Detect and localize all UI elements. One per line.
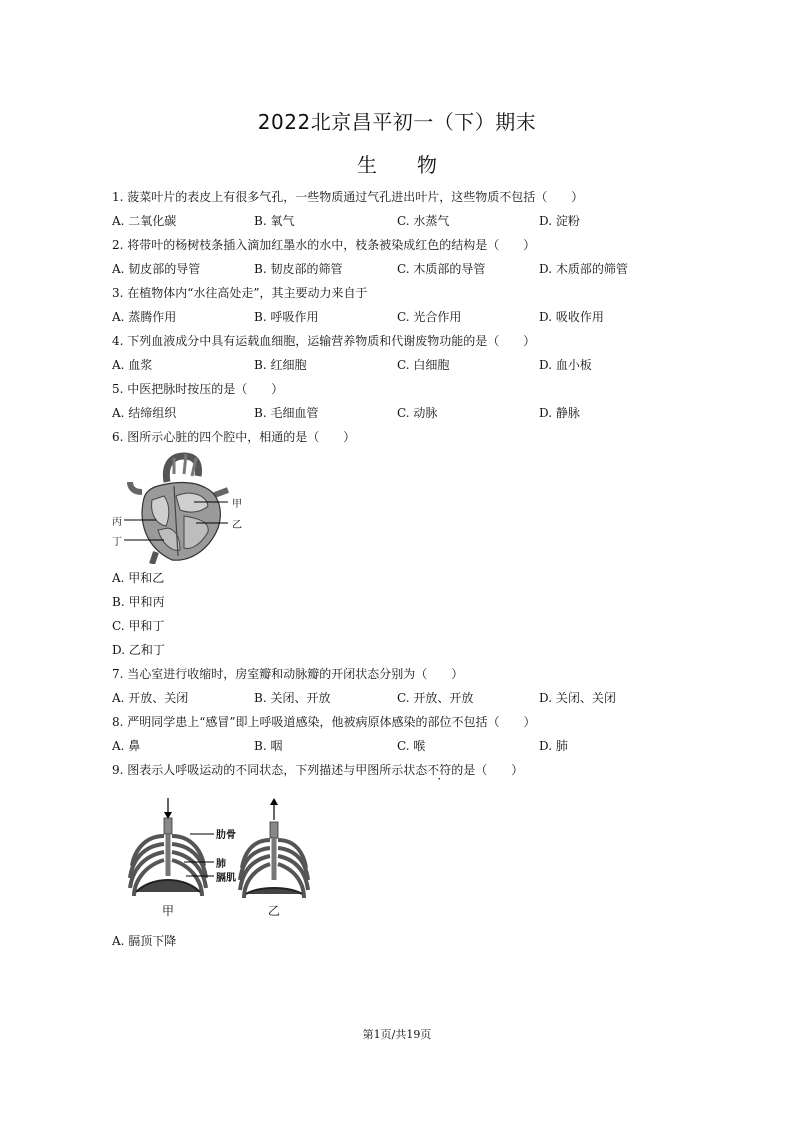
option-d: D. 静脉	[539, 406, 580, 420]
label-yi: 乙	[268, 904, 281, 918]
question-6-option-a: A. 甲和乙	[112, 571, 165, 585]
arrow-up-icon	[270, 798, 278, 805]
option-c: C. 光合作用	[397, 310, 462, 324]
label-rib: 肋骨	[216, 830, 236, 841]
option-b: B. 红细胞	[254, 358, 307, 372]
question-8-stem: 8. 严明同学患上“感冒”即上呼吸道感染，他被病原体感染的部位不包括（ ）	[112, 715, 536, 729]
question-4-options	[112, 357, 672, 373]
label-bing: 丙	[112, 517, 122, 528]
question-6-option-c: C. 甲和丁	[112, 619, 165, 633]
option-a: A. 鼻	[112, 739, 141, 753]
option-a: A. 蒸腾作用	[112, 310, 177, 324]
question-1-options	[112, 213, 672, 229]
option-b: B. 关闭、开放	[254, 691, 331, 705]
option-c: C. 开放、开放	[397, 691, 474, 705]
question-3-options	[112, 309, 672, 325]
option-c: C. 白细胞	[397, 358, 450, 372]
label-jia: 甲	[162, 904, 175, 918]
option-d: D. 木质部的筛管	[539, 262, 628, 276]
question-1-stem: 1. 菠菜叶片的表皮上有很多气孔，一些物质通过气孔进出叶片，这些物质不包括（ ）	[112, 190, 584, 204]
question-6-stem: 6. 图所示心脏的四个腔中，相通的是（ ）	[112, 430, 356, 444]
option-c: C. 动脉	[397, 406, 438, 420]
option-b: B. 氧气	[254, 214, 295, 228]
option-c: C. 喉	[397, 739, 426, 753]
option-b: B. 毛细血管	[254, 406, 319, 420]
question-7-stem: 7. 当心室进行收缩时，房室瓣和动脉瓣的开闭状态分别为（ ）	[112, 667, 464, 681]
option-d: D. 关闭、关闭	[539, 691, 616, 705]
label-ding: 丁	[112, 537, 122, 548]
question-7-options	[112, 690, 672, 706]
page-footer: 第1页/共19页	[362, 1028, 432, 1041]
question-9-option-a: A. 膈顶下降	[112, 934, 177, 948]
question-6-option-d: D. 乙和丁	[112, 643, 165, 657]
option-d: D. 肺	[539, 739, 568, 753]
option-d: D. 淀粉	[539, 214, 580, 228]
option-a: A. 结缔组织	[112, 406, 177, 420]
option-a: A. 韧皮部的导管	[112, 262, 201, 276]
question-5-stem: 5. 中医把脉时按压的是（ ）	[112, 382, 284, 396]
question-2-options	[112, 261, 672, 277]
option-b: B. 韧皮部的筛管	[254, 262, 343, 276]
label-yi: 乙	[232, 520, 242, 531]
question-8-options	[112, 738, 672, 754]
heart-diagram	[112, 452, 252, 564]
breathing-figure	[124, 796, 314, 922]
page-title: 2022北京昌平初一（下）期末	[257, 110, 537, 134]
option-b: B. 咽	[254, 739, 283, 753]
option-a: A. 开放、关闭	[112, 691, 189, 705]
stem-part-1: 9. 图表示人呼吸运动的不同状态，下列描述与甲图所示状态	[112, 763, 428, 777]
question-9-stem	[112, 762, 523, 778]
label-jia: 甲	[232, 499, 242, 510]
subject-title: 生物	[357, 153, 477, 177]
option-c: C. 水蒸气	[397, 214, 450, 228]
option-a: A. 二氧化碳	[112, 214, 177, 228]
option-d: D. 血小板	[539, 358, 592, 372]
stem-part-2: 的是（ ）	[451, 763, 524, 777]
option-a: A. 血浆	[112, 358, 153, 372]
option-b: B. 呼吸作用	[254, 310, 319, 324]
stem-emphasis: 不符	[427, 763, 452, 777]
label-diaphragm: 膈肌	[216, 873, 236, 884]
question-4-stem: 4. 下列血液成分中具有运载血细胞，运输营养物质和代谢废物功能的是（ ）	[112, 334, 536, 348]
question-6-option-b: B. 甲和丙	[112, 595, 165, 609]
label-lung: 肺	[216, 859, 226, 870]
question-3-stem: 3. 在植物体内“水往高处走”，其主要动力来自于	[112, 286, 368, 300]
question-5-options	[112, 405, 672, 421]
option-d: D. 吸收作用	[539, 310, 604, 324]
option-c: C. 木质部的导管	[397, 262, 486, 276]
question-2-stem: 2. 将带叶的杨树枝条插入滴加红墨水的水中，枝条被染成红色的结构是（ ）	[112, 238, 536, 252]
heart-figure	[112, 452, 252, 564]
